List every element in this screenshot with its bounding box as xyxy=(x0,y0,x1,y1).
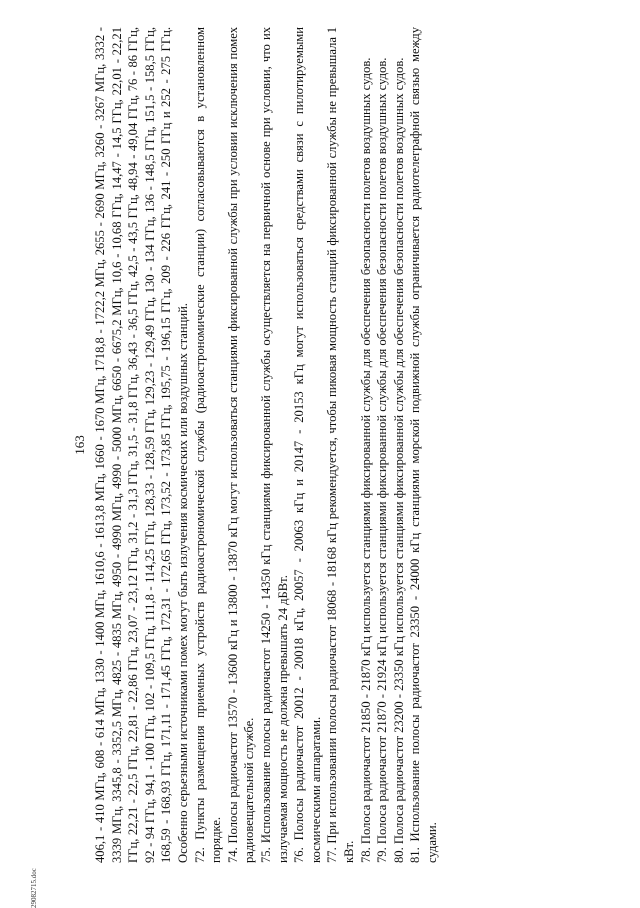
paragraph-75: 75. Использование полосы радиочастот 14250 - 14350 кГц станциями фиксированной службы осуществляется на первичной основе при условии, что их излучаемая мощность не должна превышать 24 дБВт. xyxy=(258,27,290,863)
rotated-page-content xyxy=(70,27,538,863)
paragraph-77: 77. При использовании полосы радиочастот 18068 - 18168 кГц рекомендуется, чтобы пиковая мощность станций фиксированной службы не превышала 1 кВт. xyxy=(325,27,356,863)
paragraph-frequency-list: 406,1 - 410 МГц, 608 - 614 МГц, 1330 - 1400 МГц, 1610,6 - 1613,8 МГц, 1660 - 1670 МГц, 1718,8 - 1722,2 МГц, 2655 - 2690 МГц, 3260 - 3267 МГц, 3332 - 3339 МГц, 3345,8 - 3352,5 МГц, 4825 - 4835 МГц, 4950 - 4990 МГц, 4990 - 5000 МГц, 6650 - 6675,2 МГц, 10,6 - 10,68 ГГц, 14,47 - 14,5 ГГц, 22,01 - 22,21 ГГц, 22,21 - 22,5 ГГц, 22,81 - 22,86 ГГц, 23,07 - 23,12 ГГц, 31,2 - 31,3 ГГц, 31,5 - 31,8 ГГц, 36,43 - 36,5 ГГц, 42,5 - 43,5 ГГц, 48,94 - 49,04 ГГц, 76 - 86 ГГц, 92 - 94 ГГц, 94,1 - 100 ГГц, 102 - 109,5 ГГц, 111,8 - 114,25 ГГц, 128,33 - 128,59 ГГц, 129,23 - 129,49 ГГц, 130 - 134 ГГц, 136 - 148,5 ГГц, 151,5 - 158,5 ГГц, 168,59 - 168,93 ГГц, 171,11 - 171,45 ГГц, 172,31 - 172,65 ГГц, 173,52 - 173,85 ГГц, 195,75 - 196,15 ГГц, 209 - 226 ГГц, 241 - 250 ГГц и 252 - 275 ГГц. Особенно серьезными источниками помех могут быть излучения космических или воздушных станций. xyxy=(93,27,190,863)
paragraph-80: 80. Полоса радиочастот 23200 - 23350 кГц используется станциями фиксированной службы для обеспечения безопасности полетов воздушных судов. xyxy=(391,57,406,863)
document-body xyxy=(92,27,440,863)
document-filename-note: 29082715.doc xyxy=(30,868,38,908)
paragraph-72: 72. Пункты размещения приемных устройств радиоастрономической службы (радиоастрономические станции) согласовываются в установленном порядке. xyxy=(192,27,224,863)
paragraph-76: 76. Полосы радиочастот 20012 - 20018 кГц, 20057 - 20063 кГц и 20147 - 20153 кГц могут использоваться средствами связи с пилотируемыми космическими аппаратами. xyxy=(292,27,323,863)
paragraph-79: 79. Полоса радиочастот 21870 - 21924 кГц используется станциями фиксированной службы для обеспечения безопасности полетов воздушных судов. xyxy=(375,57,390,863)
page-number: 163 xyxy=(72,435,87,455)
paragraph-78: 78. Полоса радиочастот 21850 - 21870 кГц используется станциями фиксированной службы для обеспечения безопасности полетов воздушных судов. xyxy=(358,57,373,863)
paragraph-74: 74. Полосы радиочастот 13570 - 13600 кГц и 13800 - 13870 кГц могут использоваться станциями фиксированной службы при условии исключения помех радиовещательной службе. xyxy=(225,27,257,863)
paragraph-81: 81. Использование полосы радиочастот 23350 - 24000 кГц станциями морской подвижной службы ограничивается радиотелеграфной связью между судами. xyxy=(408,27,439,863)
